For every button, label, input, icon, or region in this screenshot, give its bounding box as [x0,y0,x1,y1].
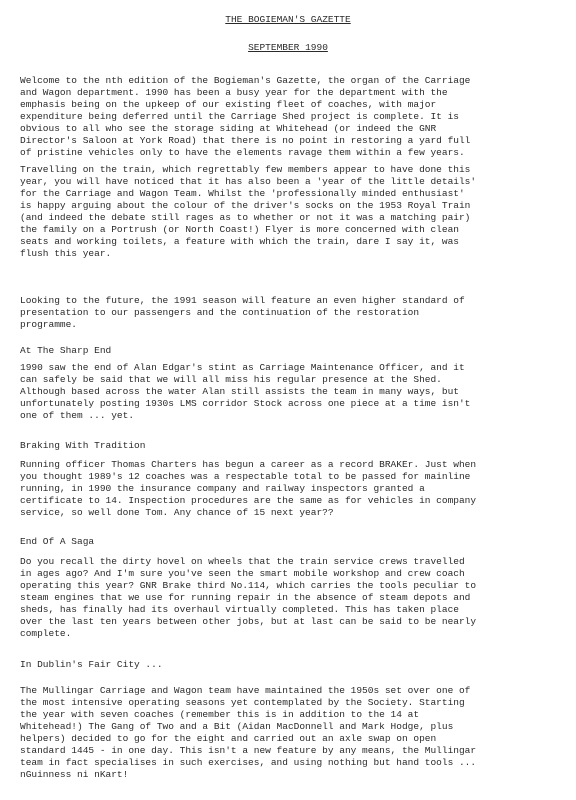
text-line: unfortunately posting 1930s LMS corridor Stock across one piece at a time isn't [20,398,471,409]
future-paragraph [20,295,560,331]
text-line: Do you recall the dirty hovel on wheels that the train service crews travelled [20,556,465,567]
text-line: flush this year. [20,248,112,259]
text-line: in ages ago? And I'm sure you've seen the smart mobile workshop and crew coach [20,568,465,579]
text-line: year, you will have noticed that it has also been a 'year of the little details' [20,176,477,187]
text-line: the year with seven coaches (remember this is in addition to the 14 at [20,709,420,720]
text-line: you thought 1989's 12 coaches was a respectable total to be passed for mainline [20,471,471,482]
text-line: complete. [20,628,72,639]
text-line: the most intensive operating seasons yet contemplated by the Society. Starting [20,697,465,708]
text-line: one of them ... yet. [20,410,135,421]
text-line: team in fact specialises in such exercises, and using nothing but hand tools ... [20,757,477,768]
text-line: (and indeed the debate still rages as to whether or not it was a matching pair) [20,212,471,223]
text-line: presentation to our passengers and the continuation of the restoration [20,307,420,318]
text-line: Looking to the future, the 1991 season will feature an even higher standard of [20,295,465,306]
section-heading-saga [20,536,560,548]
text-line: over the last ten years between other jobs, but at last can be said to be nearly [20,616,477,627]
little-details-paragraph [20,164,560,260]
intro-paragraph [20,75,560,159]
text-line: for the Carriage and Wagon Team. Whilst the 'professionally minded enthusiast' [20,188,465,199]
text-line: the family on a Portrush (or North Coast!) Flyer is more concerned with clean [20,224,459,235]
text-line: The Mullingar Carriage and Wagon team have maintained the 1950s set over one of [20,685,471,696]
section-heading-braking [20,440,560,452]
sharp-end-paragraph [20,362,560,422]
text-line: emphasis being on the upkeep of our existing fleet of coaches, with major [20,99,437,110]
text-line: 1990 saw the end of Alan Edgar's stint as Carriage Maintenance Officer, and it [20,362,465,373]
text-line: Running officer Thomas Charters has begun a career as a record BRAKEr. Just when [20,459,477,470]
text-line: of pristine vehicles only to have the elements ravage them within a few years. [20,147,465,158]
text-line: nGuinness ni nKart! [20,769,129,780]
newsletter-title: THE BOGIEMAN'S GAZETTE [225,14,351,25]
text-line: standard 1445 - in one day. This isn't a new feature by any means, the Mullingar [20,745,477,756]
section-heading-sharp-end [20,345,560,357]
text-line: expenditure being deferred until the Carriage Shed project is complete. It is [20,111,459,122]
text-line: Whitehead!) The Gang of Two and a Bit (Aidan MacDonnell and Mark Hodge, plus [20,721,454,732]
text-line: Welcome to the nth edition of the Bogieman's Gazette, the organ of the Carriage [20,75,471,86]
text-line: obvious to all who see the storage siding at Whitehead (or indeed the GNR [20,123,437,134]
text-line: In Dublin's Fair City ... [20,659,163,670]
issue-date: SEPTEMBER 1990 [248,42,328,53]
text-line: is happy arguing about the colour of the driver's socks on the 1953 Royal Train [20,200,471,211]
text-line: running, in 1990 the insurance company and railway inspectors granted a [20,483,425,494]
text-line: Travelling on the train, which regrettably few members appear to have done this [20,164,471,175]
text-line: helpers) decided to go for the eight and carried out an axle swap on open [20,733,437,744]
text-line: certificate to 14. Inspection procedures are the same as for vehicles in company [20,495,477,506]
text-line: and Wagon department. 1990 has been a busy year for the department with the [20,87,448,98]
text-line: Although based across the water Alan still assists the team in many ways, but [20,386,459,397]
text-line: service, so well done Tom. Any chance of 15 next year?? [20,507,334,518]
braking-paragraph [20,459,560,519]
text-line: operating this year? GNR Brake third No.114, which carries the tools peculiar to [20,580,477,591]
text-line: sheds, has finally had its overhaul virtually completed. This has taken place [20,604,459,615]
text-line: programme. [20,319,78,330]
section-heading-dublin [20,659,560,671]
text-line: seats and working toilets, a feature with which the train, dare I say it, was [20,236,459,247]
text-line: End Of A Saga [20,536,95,547]
text-line: At The Sharp End [20,345,112,356]
text-line: can safely be said that we will all miss his regular presence at the Shed. [20,374,442,385]
text-line: Director's Saloon at York Road) that there is no point in restoring a yard full [20,135,471,146]
text-line: Braking With Tradition [20,440,146,451]
dublin-paragraph [20,685,560,781]
saga-paragraph [20,556,560,640]
text-line: steam engines that we use for running repair in the absence of steam depots and [20,592,471,603]
